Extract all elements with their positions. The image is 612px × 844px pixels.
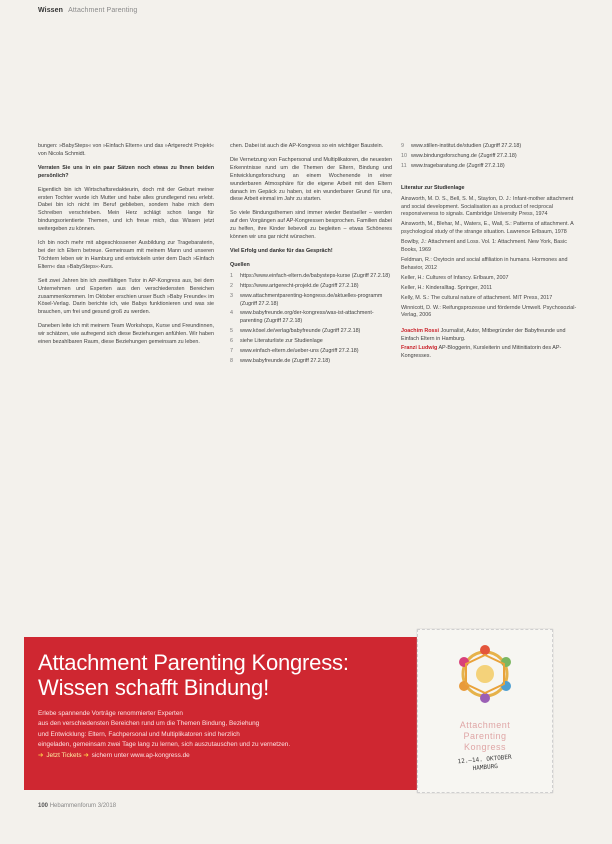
paragraph: Die Vernetzung von Fachpersonal und Multiplikatoren, die neuesten Erkenntnisse rund um die Themen der Eltern, Bindung und Entwicklungsforschung an einem Wochenende in einer wunderbaren Atmosphäre für die eigene Arbeit mit den Eltern danach im Gepäck zu haben, ist ein wunderbarer Grund für uns, diese Arbeit einmal im Jahr zu starten. — [230, 156, 392, 203]
banner-line: aus den verschiedensten Bereichen rund um die Themen Bindung, Beziehung — [38, 720, 260, 728]
paragraph: bungen: »BabySteps« von »Einfach Eltern« und das »Artgerecht Projekt« von Nicola Schmidt. — [38, 143, 214, 157]
literature-item: Winnicott, D. W.: Reifungsprozesse und fördernde Umwelt. Psychosozial-Verlag, 2006 — [401, 304, 577, 319]
banner-title-line: Attachment Parenting Kongress: — [38, 650, 349, 675]
source-item: 7 www.einfach-eltern.de/ueber-uns (Zugriff 27.2.18) — [230, 348, 359, 355]
source-item: 8 www.babyfreunde.de (Zugriff 27.2.18) — [230, 357, 331, 364]
literature-list — [401, 196, 581, 321]
banner-text — [38, 709, 418, 761]
paragraph: Seit zwei Jahren bin ich zweifältigen Tutor in AP-Kongress aus, bei dem Unternehmen und Experten aus den verschiedensten Bereichen zusammenkommen. Im Oktober erschien unser Buch »Baby Freunde« im Kösel-Verlag. Darin berichte ich, wie Babys funktionieren und was sie brauchen, um frei und gesund groß zu werden. — [38, 277, 214, 316]
stamp-date: 12.–14. OKTOBER HAMBURG — [457, 753, 512, 773]
literature-item: Feldman, R.: Oxytocin and social affiliation in humans. Hormones and Behavior, 2012 — [401, 256, 568, 271]
interview-question: Verraten Sie uns in ein paar Sätzen noch etwas zu Ihnen beiden persönlich? — [38, 164, 214, 179]
arrow-right-icon: ➔ — [38, 751, 44, 759]
literature-item: Ainsworth, M., Blehar, M., Waters, E., Wall, S.: Patterns of attachment. A psychological study of the strange situation. Lawrence Erlbaum, 1978 — [401, 221, 574, 236]
paragraph: Eigentlich bin ich Wirtschaftsredakteurin, doch mit der Geburt meiner ersten Tochter wurde ich Mutter und habe alles grundlegend neu erlebt. Dabei bin ich nicht im Beruf geblieben, sondern habe mich dem Schreiben verschrieben. Mein Herz schlägt schon lange für bindungsorientierte Themen, und ich freue mich, das Wissen jetzt weitergeben zu können. — [38, 186, 214, 233]
literature-item: Kelly, M. S.: The cultural nature of attachment. MIT Press, 2017 — [401, 294, 553, 301]
sources-heading: Quellen — [230, 261, 250, 268]
sources-list — [230, 273, 392, 366]
banner-line: eingeladen, gemeinsam zwei Tage lang zu lernen, sich auszutauschen und zu vernetzen. — [38, 741, 291, 749]
text-column-2 — [230, 143, 392, 368]
sources-list-continued — [401, 143, 581, 171]
closing-line: Viel Erfolg und danke für das Gespräch! — [230, 247, 333, 254]
source-item: 6 siehe Literaturliste zur Studienlage — [230, 338, 323, 345]
paragraph: chen. Dabei ist auch die AP-Kongress so ein wichtiger Baustein. — [230, 143, 384, 149]
page-number: 100 — [38, 803, 49, 809]
literature-item: Keller, H.: Cultures of Infancy. Erlbaum, 2007 — [401, 274, 509, 281]
congress-logo-icon — [449, 638, 521, 710]
literature-item: Keller, H.: Kinderalltag. Springer, 2011 — [401, 284, 492, 291]
source-item: 11 www.tragebaratung.de (Zugriff 27.2.18) — [401, 162, 505, 169]
text-column-1 — [38, 143, 214, 353]
banner-line: und Entwicklung: Eltern, Fachpersonal und Multiplikatoren sind herzlich — [38, 730, 240, 738]
stamp-title: Attachment Parenting Kongress — [459, 720, 511, 752]
literature-heading: Literatur zur Studienlage — [401, 184, 465, 191]
source-item: 4 www.babyfreunde.org/der-kongress/was-ist-attachment-parenting (Zugriff 27.2.18) — [230, 310, 374, 325]
paragraph: Ich bin noch mehr mit abgeschlossener Ausbildung zur Tragebaraterin, bei der ich Eltern betreue. Gemeinsam mit meinem Mann und unseren Töchtern leben wir in Hamburg und entwickeln unter dem Dach »Einfach Eltern« das »BabySteps«-Kurs. — [38, 240, 214, 270]
source-item: 1 https://www.einfach-eltern.de/babysteps-kurse (Zugriff 27.2.18) — [230, 272, 391, 279]
section-subtitle: Attachment Parenting — [68, 7, 138, 14]
source-item: 5 www.kösel.de/verlag/babyfreunde (Zugriff 27.2.18) — [230, 328, 361, 335]
banner-line: Erlebe spannende Vorträge renommierter Experten — [38, 710, 183, 717]
website-link[interactable]: sichern unter www.ap-kongress.de — [91, 751, 190, 759]
author-entry: Franzi Ludwig AP-Bloggerin, Kursleiterin und Mitinitiatorin des AP-Kongresses. — [401, 345, 562, 360]
source-item: 10 www.bindungsforschung.de (Zugriff 27.2.18) — [401, 152, 517, 159]
section-name: Wissen — [38, 7, 64, 14]
paragraph: So viele Bindungsthemen sind immer wieder Bestseller – werden auf den Vorgängen auf AP-Kongressen besprochen. Familien dabei zu helfen, ihre Kinder liebevoll zu begleiten – etwas Schöneres können wir uns gar nicht wünschen. — [230, 210, 392, 241]
literature-item: Bowlby, J.: Attachment and Loss. Vol. 1: Attachment. New York, Basic Books, 1969 — [401, 239, 567, 254]
magazine-name: Hebammenforum 3/2018 — [49, 803, 117, 809]
banner-title — [38, 650, 349, 700]
banner-title-line: Wissen schafft Bindung! — [38, 675, 270, 700]
running-header — [38, 7, 137, 14]
author-box — [401, 328, 581, 361]
source-item: 3 www.attachmentparenting-kongress.de/aktuelles-programm (Zugriff 27.2.18) — [230, 292, 383, 307]
banner-link-line[interactable] — [38, 751, 418, 761]
author-entry: Joachim Rossi Journalist, Autor, Mitbegründer der Babyfreunde und Einfach Eltern in Hamburg. — [401, 328, 566, 343]
ticket-link[interactable]: Jetzt Tickets — [46, 751, 82, 759]
source-item: 9 www.stillen-institut.de/studien (Zugriff 27.2.18) — [401, 143, 522, 149]
page-footer — [38, 803, 116, 809]
congress-stamp-card — [417, 629, 553, 793]
literature-item: Ainsworth, M. D. S., Bell, S. M., Stayton, D. J.: Infant-mother attachment and social development. Socialisation as a product of reciprocal responsiveness to signals. Cambridge University Press, 1974 — [401, 195, 574, 218]
paragraph: Daneben leite ich mit meinem Team Workshops, Kurse und Freundinnen, wir schätzen, wie aufregend sich diese Beziehungen anfühlen. Wir haben einen bezahlbaren Raum, diese Beziehungen gemeinsam zu leben. — [38, 323, 214, 346]
text-column-3 — [401, 143, 581, 362]
source-item: 2 https://www.artgerecht-projekt.de (Zugriff 27.2.18) — [230, 282, 359, 289]
arrow-right-icon: ➔ — [83, 751, 89, 759]
